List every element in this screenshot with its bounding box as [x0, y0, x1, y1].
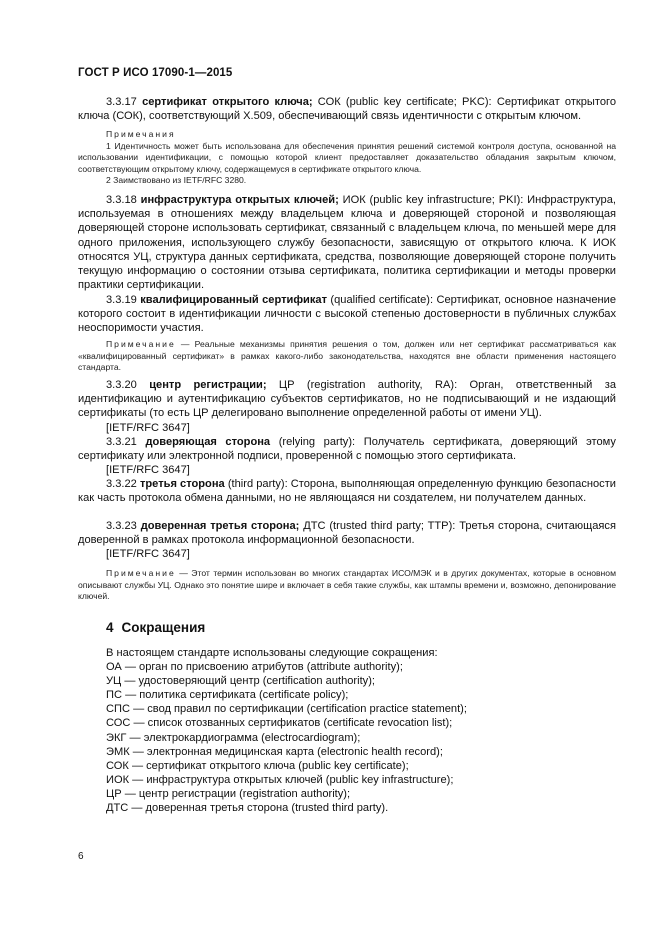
document-header: ГОСТ Р ИСО 17090-1—2015	[78, 67, 233, 79]
section-title: Сокращения	[121, 620, 206, 635]
term-3-3-21	[78, 435, 616, 478]
abbreviation-item: ЭМК — электронная медицинская карта (electronic health record);	[106, 745, 443, 758]
note-heading: Примечание	[106, 339, 176, 349]
term-name: сертификат открытого ключа;	[142, 96, 313, 108]
abbreviation-item: ОА — орган по присвоению атрибутов (attribute authority);	[106, 661, 403, 674]
term-3-3-20	[78, 378, 616, 435]
page-number: 6	[78, 851, 84, 862]
term-3-3-23	[78, 519, 616, 562]
term-definition: СОК (public key certificate; PKC): Сертификат открытого ключа (СОК), соответствующий Х.509, обеспечивающий связь идентичности с открытым ключом.	[78, 96, 616, 123]
abbreviation-item: ЭКГ — электрокардиограмма (electrocardiogram);	[106, 731, 361, 744]
term-number: 3.3.17	[106, 96, 137, 108]
abbreviations-block	[106, 646, 467, 815]
term-name: доверяющая сторона	[145, 436, 271, 448]
note-text: — Реальные механизмы принятия решения о том, должен или нет сертификат рассматриваться как «квалифицированный сертификат» в рамках какого-либо законодательства, находятся вне области применения настоящего стандарта.	[78, 339, 616, 372]
term-definition: (qualified certificate): Сертификат, основное назначение которого состоит в идентификации личности с высокой степенью достоверности в публичных службах неоспоримости участия.	[78, 294, 616, 335]
term-3-3-18	[78, 193, 616, 292]
term-name: третья сторона	[139, 478, 225, 490]
section-heading	[106, 620, 205, 635]
abbreviation-item: ИОК — инфраструктура открытых ключей (public key infrastructure);	[106, 773, 454, 786]
term-reference: [IETF/RFC 3647]	[106, 421, 190, 434]
note-3-3-23	[78, 568, 616, 603]
term-reference: [IETF/RFC 3647]	[106, 548, 190, 561]
note-1: 1 Идентичность может быть использована для обеспечения принятия решений системой контроля доступа, основанной на использовании идентификации, с помощью которой клиент предоставляет доказательство обладания закрытым ключом, соответствующим открытому ключу, содержащемуся в сертификате открытого ключа.	[78, 140, 616, 174]
term-number: 3.3.20	[106, 379, 137, 391]
term-reference: [IETF/RFC 3647]	[106, 464, 190, 477]
note-heading: Примечание	[106, 568, 176, 578]
term-definition: (third party): Сторона, выполняющая определенную функцию безопасности как часть протокола обмена данными, но не являющаяся ни создателем, ни получателем данных.	[78, 478, 616, 505]
term-3-3-17	[78, 95, 616, 123]
note-text: — Этот термин использован во многих стандартах ИСО/МЭК и в других документах, которые в основном описывают службы УЦ. Однако это понятие шире и включает в себя такие службы, как штампы времени и, возможно, депонирование ключей.	[78, 568, 616, 601]
note-2: 2 Заимствовано из IETF/RFC 3280.	[106, 175, 247, 185]
term-definition: (relying party): Получатель сертификата, доверяющий этому сертификату или электронной подписи, проверенной с помощью этого сертификата.	[78, 436, 616, 463]
term-name: квалифицированный сертификат	[140, 294, 328, 306]
term-name: инфраструктура открытых ключей;	[140, 194, 339, 206]
term-number: 3.3.23	[106, 520, 137, 532]
abbreviation-item: ПС — политика сертификата (certificate policy);	[106, 689, 349, 702]
term-3-3-22	[78, 477, 616, 505]
term-name: центр регистрации;	[149, 379, 267, 391]
abbreviation-item: ДТС — доверенная третья сторона (trusted third party).	[106, 802, 389, 815]
notes-heading: Примечания	[106, 129, 176, 139]
note-3-3-19	[78, 339, 616, 374]
section-number: 4	[106, 620, 114, 635]
abbreviation-item: СОС — список отозванных сертификатов (certificate revocation list);	[106, 717, 453, 730]
term-number: 3.3.19	[106, 294, 137, 306]
term-number: 3.3.22	[106, 478, 137, 490]
term-name: доверенная третья сторона;	[140, 520, 300, 532]
abbreviation-item: СОК — сертификат открытого ключа (public key certificate);	[106, 759, 409, 772]
term-definition: ДТС (trusted third party; TTP): Третья сторона, считающаяся доверенной в рамках протокола информационной безопасности.	[78, 520, 616, 547]
term-number: 3.3.18	[106, 194, 137, 206]
term-3-3-19	[78, 293, 616, 336]
abbreviation-item: ЦР — центр регистрации (registration authority);	[106, 787, 351, 800]
abbreviation-item: УЦ — удостоверяющий центр (certification authority);	[106, 675, 375, 688]
abbreviations-intro: В настоящем стандарте использованы следующие сокращения:	[106, 647, 438, 659]
term-definition: ИОК (public key infrastructure; PKI): Инфраструктура, используемая в отношениях между владельцем ключа и доверяющей стороной и позволяющая доверяющей стороне использовать сертификат, связанный с владельцем ключа, по меньшей мере для одного приложения, использующего службу безопасности, зависящую от открытого ключа. К ИОК относятся УЦ, структура данных сертификата, средства, позволяющие доверяющей стороне получить текущую информацию о состоянии отзыва сертификата, политика сертификации и методы проверки практики сертификации.	[78, 194, 616, 292]
notes-3-3-17	[78, 129, 616, 187]
term-number: 3.3.21	[106, 436, 137, 448]
abbreviation-item: СПС — свод правил по сертификации (certification practice statement);	[106, 703, 467, 716]
term-definition: ЦР (registration authority, RA): Орган, ответственный за идентификацию и аутентификацию субъектов сертификатов, но не подписывающий и не издающий сертификаты (то есть ЦР делегировано выполнение определенной работы от имени УЦ).	[78, 379, 616, 420]
